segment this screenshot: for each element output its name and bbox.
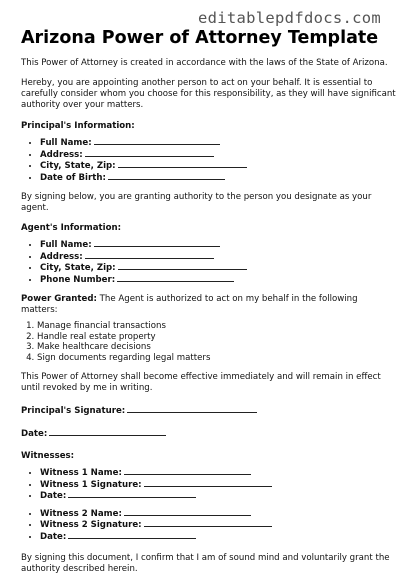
witness-1-name-field: • Witness 1 Name: [40, 467, 396, 479]
watermark: editablepdfdocs.com [198, 9, 382, 27]
witness-1-date-blank[interactable] [68, 490, 196, 498]
agent-phone-field: • Phone Number: [40, 274, 396, 286]
agent-phone-blank[interactable] [117, 274, 234, 282]
power-granted-paragraph: Power Granted: The Agent is authorized to act on my behalf in the following matters: [21, 294, 358, 315]
principal-date-line: Date: [21, 428, 396, 440]
witnesses-heading: Witnesses: [21, 451, 75, 461]
witness-1-fields [21, 467, 396, 502]
intro-paragraph: This Power of Attorney is created in accordance with the laws of the State of Arizona. [21, 58, 388, 68]
principal-signature-line: Principal's Signature: [21, 405, 396, 417]
full-name-blank[interactable] [94, 137, 220, 145]
witness-2-name-blank[interactable] [124, 508, 251, 516]
effective-paragraph: This Power of Attorney shall become effective immediately and will remain in effect until revoked by me in writing. [21, 372, 381, 393]
date-of-birth-blank[interactable] [108, 172, 225, 180]
witness-2-name-field: • Witness 2 Name: [40, 508, 396, 520]
witness-2-fields [21, 508, 396, 543]
principal-signature-blank[interactable] [127, 405, 257, 413]
principal-dob-field: • Date of Birth: [40, 172, 396, 184]
power-item: 4. Sign documents regarding legal matters [37, 353, 396, 364]
power-item: 2. Handle real estate property [37, 332, 396, 343]
witness-2-signature-field: • Witness 2 Signature: [40, 519, 396, 531]
power-item: 3. Make healthcare decisions [37, 342, 396, 353]
principal-address-field: • Address: [40, 149, 396, 161]
witness-2-date-blank[interactable] [68, 531, 196, 539]
principal-fields [21, 137, 396, 183]
document-title: Arizona Power of Attorney Template [21, 28, 379, 48]
principal-heading: Principal's Information: [21, 121, 135, 131]
witness-1-name-blank[interactable] [124, 467, 251, 475]
witness-1-signature-blank[interactable] [144, 479, 272, 487]
agent-city-field: • City, State, Zip: [40, 262, 396, 274]
appointment-paragraph: Hereby, you are appointing another person to act on your behalf. It is essential to carefully consider whom you choose for this responsibility, as they will have significant authority over your matters. [21, 78, 396, 110]
agent-address-blank[interactable] [85, 251, 214, 259]
closing-paragraph: By signing this document, I confirm that I am of sound mind and voluntarily grant the authority described herein. [21, 553, 390, 574]
agent-full-name-blank[interactable] [94, 239, 220, 247]
city-state-zip-blank[interactable] [118, 160, 247, 168]
signing-note: By signing below, you are granting authority to the person you designate as your agent. [21, 192, 372, 213]
witness-2-date-field: • Date: [40, 531, 396, 543]
power-item: 1. Manage financial transactions [37, 321, 396, 332]
agent-address-field: • Address: [40, 251, 396, 263]
principal-full-name-field: • Full Name: [40, 137, 396, 149]
powers-list [21, 321, 396, 363]
witness-1-date-field: • Date: [40, 490, 396, 502]
address-blank[interactable] [85, 149, 214, 157]
document-body [21, 58, 396, 575]
agent-full-name-field: • Full Name: [40, 239, 396, 251]
principal-date-blank[interactable] [49, 428, 166, 436]
principal-city-field: • City, State, Zip: [40, 160, 396, 172]
agent-city-state-zip-blank[interactable] [118, 262, 247, 270]
agent-fields [21, 239, 396, 285]
witness-2-signature-blank[interactable] [144, 519, 272, 527]
witness-1-signature-field: • Witness 1 Signature: [40, 479, 396, 491]
agent-heading: Agent's Information: [21, 223, 122, 233]
